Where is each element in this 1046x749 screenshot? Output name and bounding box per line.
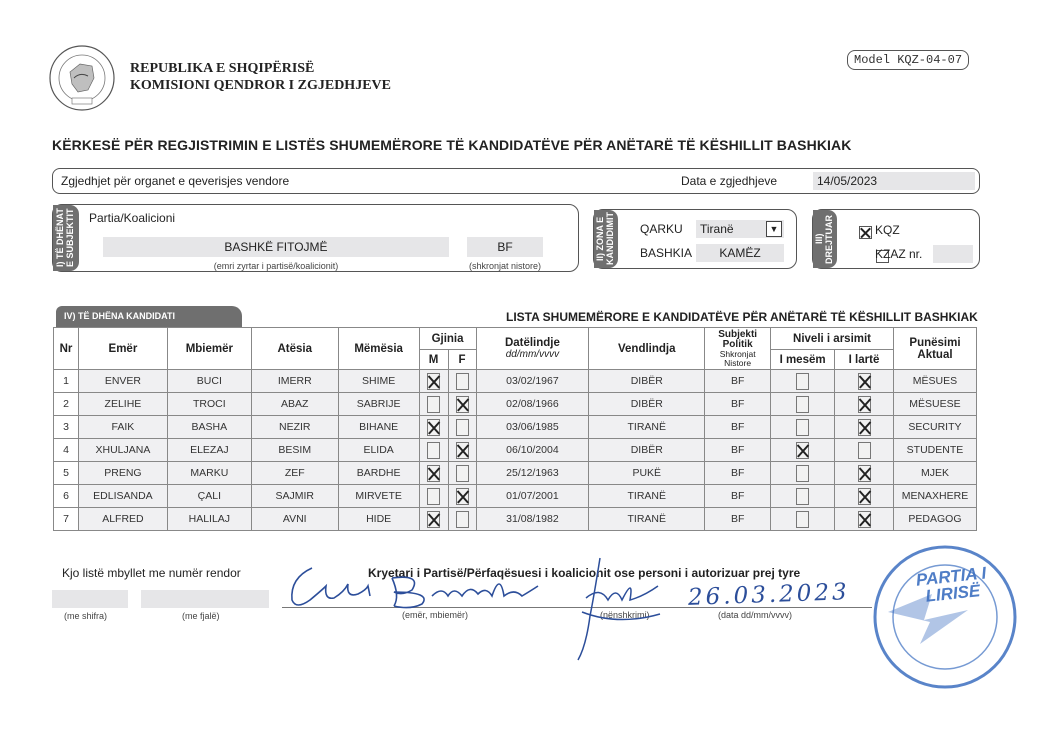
cell-emer: XHULJANA: [78, 439, 167, 462]
cell-punesimi: PEDAGOG: [893, 508, 976, 531]
cell-m: [419, 416, 448, 439]
cell-atesia: ABAZ: [251, 393, 338, 416]
col-datelindje-label: Datëlindje: [504, 337, 560, 349]
cell-nr: 7: [54, 508, 79, 531]
party-label: Partia/Koalicioni: [89, 211, 176, 225]
cell-mbiemer: HALILAJ: [167, 508, 251, 531]
closing-number-digits[interactable]: [52, 590, 128, 608]
commission-name: KOMISIONI QENDROR I ZGJEDHJEVE: [130, 78, 391, 93]
date-hint: (data dd/mm/vvvv): [718, 610, 793, 620]
cell-punesimi: MËSUESE: [893, 393, 976, 416]
cell-larte: [835, 393, 894, 416]
sign-hint: (nënshkrimi): [600, 610, 650, 620]
col-mesem: I mesëm: [771, 350, 835, 370]
cell-m: [419, 508, 448, 531]
bashkia-label: BASHKIA: [640, 246, 693, 260]
cell-datelindje: 06/10/2004: [476, 439, 589, 462]
cell-nr: 5: [54, 462, 79, 485]
cell-nr: 4: [54, 439, 79, 462]
mesem-checkbox[interactable]: [796, 396, 809, 413]
party-abbrev-hint: (shkronjat nistore): [468, 261, 542, 271]
larte-checkbox[interactable]: [858, 488, 871, 505]
col-subjekti: [705, 328, 771, 370]
col-memesia: Mëmësia: [338, 328, 419, 370]
cell-f: [448, 462, 476, 485]
larte-checkbox[interactable]: [858, 396, 871, 413]
cell-emer: FAIK: [78, 416, 167, 439]
col-emer: Emër: [78, 328, 167, 370]
f-checkbox[interactable]: [456, 465, 469, 482]
addressed-section-label: III) DREJTUAR: [813, 210, 837, 268]
cell-atesia: NEZIR: [251, 416, 338, 439]
cell-vendlindja: TIRANË: [589, 485, 705, 508]
f-checkbox[interactable]: [456, 396, 469, 413]
cell-subjekti: BF: [705, 439, 771, 462]
election-label: Zgjedhjet për organet e qeverisjes vendore: [61, 174, 290, 188]
m-checkbox[interactable]: [427, 442, 440, 459]
table-row: [54, 416, 977, 439]
cell-subjekti: BF: [705, 370, 771, 393]
cell-vendlindja: PUKË: [589, 462, 705, 485]
qarku-label: QARKU: [640, 222, 683, 236]
col-vendlindja: Vendlindja: [589, 328, 705, 370]
cell-larte: [835, 416, 894, 439]
cell-mesem: [771, 393, 835, 416]
col-subjekti-label: Subjekti Politik: [718, 329, 758, 350]
zone-section-label: II) ZONA E KANDIDIMIT: [594, 210, 618, 268]
kzaz-number-field[interactable]: [933, 245, 973, 263]
cell-memesia: BARDHE: [338, 462, 419, 485]
col-f: F: [448, 350, 476, 370]
subject-section: [52, 204, 579, 272]
digits-hint: (me shifra): [64, 611, 108, 621]
cell-memesia: SABRIJE: [338, 393, 419, 416]
zone-section: [593, 209, 797, 269]
cell-vendlindja: DIBËR: [589, 439, 705, 462]
handwritten-signature: [568, 556, 668, 664]
larte-checkbox[interactable]: [858, 373, 871, 390]
f-checkbox[interactable]: [456, 488, 469, 505]
larte-checkbox[interactable]: [858, 511, 871, 528]
cell-punesimi: MËSUES: [893, 370, 976, 393]
col-gjinia: Gjinia: [419, 328, 476, 350]
cell-larte: [835, 462, 894, 485]
chevron-down-icon[interactable]: ▼: [766, 221, 782, 237]
election-date-label: Data e zgjedhjeve: [681, 174, 778, 188]
table-row: [54, 393, 977, 416]
cell-vendlindja: TIRANË: [589, 416, 705, 439]
cell-mbiemer: BUCI: [167, 370, 251, 393]
mesem-checkbox[interactable]: [796, 511, 809, 528]
cell-datelindje: 03/06/1985: [476, 416, 589, 439]
cell-mesem: [771, 370, 835, 393]
cell-datelindje: 31/08/1982: [476, 508, 589, 531]
larte-checkbox[interactable]: [858, 419, 871, 436]
cell-mbiemer: TROCI: [167, 393, 251, 416]
cell-datelindje: 25/12/1963: [476, 462, 589, 485]
cell-f: [448, 439, 476, 462]
cell-memesia: HIDE: [338, 508, 419, 531]
cell-subjekti: BF: [705, 508, 771, 531]
closing-number-words[interactable]: [141, 590, 269, 608]
party-abbrev-field[interactable]: BF: [467, 237, 543, 257]
qarku-select[interactable]: [696, 220, 784, 238]
cell-nr: 3: [54, 416, 79, 439]
col-datelindje: [476, 328, 589, 370]
cell-m: [419, 393, 448, 416]
cell-datelindje: 02/08/1966: [476, 393, 589, 416]
table-row: [54, 485, 977, 508]
m-checkbox[interactable]: [427, 373, 440, 390]
f-checkbox[interactable]: [456, 419, 469, 436]
cell-nr: 6: [54, 485, 79, 508]
bashkia-field[interactable]: KAMËZ: [696, 244, 784, 262]
cell-datelindje: 01/07/2001: [476, 485, 589, 508]
mesem-checkbox[interactable]: [796, 419, 809, 436]
cell-atesia: SAJMIR: [251, 485, 338, 508]
cell-f: [448, 508, 476, 531]
col-nr: Nr: [54, 328, 79, 370]
cell-atesia: BESIM: [251, 439, 338, 462]
election-date-field[interactable]: 14/05/2023: [813, 172, 975, 190]
cell-emer: PRENG: [78, 462, 167, 485]
model-badge: Model KQZ-04-07: [847, 50, 969, 70]
addressed-section: [812, 209, 980, 269]
cell-mesem: [771, 462, 835, 485]
col-atesia: Atësia: [251, 328, 338, 370]
col-m: M: [419, 350, 448, 370]
cell-punesimi: STUDENTE: [893, 439, 976, 462]
handwritten-date: 26.03.2023: [687, 579, 851, 611]
cell-punesimi: MENAXHERE: [893, 485, 976, 508]
table-row: [54, 370, 977, 393]
cell-f: [448, 370, 476, 393]
form-title: KËRKESË PËR REGJISTRIMIN E LISTËS SHUMEMËRORE TË KANDIDATËVE PËR ANËTARË TË KËSHILLIT BASHKIAK: [52, 137, 852, 153]
m-checkbox[interactable]: [427, 465, 440, 482]
m-checkbox[interactable]: [427, 511, 440, 528]
cell-emer: ALFRED: [78, 508, 167, 531]
kqz-seal-icon: [48, 44, 116, 112]
mesem-checkbox[interactable]: [796, 465, 809, 482]
mesem-checkbox[interactable]: [796, 373, 809, 390]
cell-mbiemer: ELEZAJ: [167, 439, 251, 462]
f-checkbox[interactable]: [456, 511, 469, 528]
cell-m: [419, 439, 448, 462]
cell-subjekti: BF: [705, 416, 771, 439]
m-checkbox[interactable]: [427, 419, 440, 436]
cell-f: [448, 485, 476, 508]
kqz-label: KQZ: [875, 223, 900, 237]
cell-vendlindja: DIBËR: [589, 370, 705, 393]
cell-subjekti: BF: [705, 393, 771, 416]
cell-emer: EDLISANDA: [78, 485, 167, 508]
cell-nr: 2: [54, 393, 79, 416]
chairman-label: Kryetari i Partisë/Përfaqësuesi i koalicionit ose personi i autorizuar prej tyre: [368, 566, 801, 580]
table-row: [54, 439, 977, 462]
cell-atesia: IMERR: [251, 370, 338, 393]
cell-m: [419, 462, 448, 485]
election-row: [52, 168, 980, 194]
cell-mesem: [771, 416, 835, 439]
table-row: [54, 508, 977, 531]
cell-subjekti: BF: [705, 462, 771, 485]
larte-checkbox[interactable]: [858, 465, 871, 482]
words-hint: (me fjalë): [182, 611, 220, 621]
kzaz-label: KZAZ nr.: [875, 247, 923, 261]
f-checkbox[interactable]: [456, 442, 469, 459]
kqz-checkbox[interactable]: [859, 226, 872, 239]
mesem-checkbox[interactable]: [796, 442, 809, 459]
candidates-table: [53, 327, 977, 531]
candidates-tab: IV) TË DHËNA KANDIDATI: [56, 306, 242, 327]
closing-label: Kjo listë mbyllet me numër rendor: [62, 566, 241, 580]
cell-mbiemer: ÇALI: [167, 485, 251, 508]
table-row: [54, 462, 977, 485]
col-date-format: dd/mm/vvvv: [505, 349, 560, 360]
col-shkronjat: Shkronjat Nistore: [719, 349, 756, 368]
list-title: LISTA SHUMEMËRORE E KANDIDATËVE PËR ANËTARË TË KËSHILLIT BASHKIAK: [506, 310, 978, 324]
cell-memesia: SHIME: [338, 370, 419, 393]
cell-larte: [835, 485, 894, 508]
republic-name: REPUBLIKA E SHQIPËRISË: [130, 61, 315, 76]
cell-larte: [835, 370, 894, 393]
party-name-field[interactable]: BASHKË FITOJMË: [103, 237, 449, 257]
qarku-value: Tiranë: [700, 222, 734, 236]
party-stamp-text: PARTIA I LIRISË: [915, 563, 988, 606]
cell-memesia: MIRVETE: [338, 485, 419, 508]
cell-vendlindja: TIRANË: [589, 508, 705, 531]
col-larte: I lartë: [835, 350, 894, 370]
cell-vendlindja: DIBËR: [589, 393, 705, 416]
col-mbiemer: Mbiemër: [167, 328, 251, 370]
cell-atesia: ZEF: [251, 462, 338, 485]
handwritten-name-signature: [282, 556, 572, 616]
cell-nr: 1: [54, 370, 79, 393]
cell-punesimi: MJEK: [893, 462, 976, 485]
cell-m: [419, 370, 448, 393]
cell-emer: ENVER: [78, 370, 167, 393]
cell-mesem: [771, 485, 835, 508]
cell-larte: [835, 439, 894, 462]
cell-atesia: AVNI: [251, 508, 338, 531]
col-punesimi: Punësimi Aktual: [893, 328, 976, 370]
subject-section-label: I) TË DHËNAT E SUBJEKTIT: [53, 205, 79, 271]
cell-larte: [835, 508, 894, 531]
col-niveli: Niveli i arsimit: [771, 328, 894, 350]
mesem-checkbox[interactable]: [796, 488, 809, 505]
cell-mesem: [771, 439, 835, 462]
cell-memesia: ELIDA: [338, 439, 419, 462]
cell-f: [448, 393, 476, 416]
cell-memesia: BIHANE: [338, 416, 419, 439]
party-name-hint: (emri zyrtar i partisë/koalicionit): [213, 261, 339, 271]
larte-checkbox[interactable]: [858, 442, 871, 459]
cell-f: [448, 416, 476, 439]
cell-emer: ZELIHE: [78, 393, 167, 416]
cell-punesimi: SECURITY: [893, 416, 976, 439]
cell-datelindje: 03/02/1967: [476, 370, 589, 393]
m-checkbox[interactable]: [427, 488, 440, 505]
m-checkbox[interactable]: [427, 396, 440, 413]
cell-mesem: [771, 508, 835, 531]
name-hint: (emër, mbiemër): [402, 610, 469, 620]
cell-m: [419, 485, 448, 508]
f-checkbox[interactable]: [456, 373, 469, 390]
cell-mbiemer: MARKU: [167, 462, 251, 485]
cell-mbiemer: BASHA: [167, 416, 251, 439]
cell-subjekti: BF: [705, 485, 771, 508]
